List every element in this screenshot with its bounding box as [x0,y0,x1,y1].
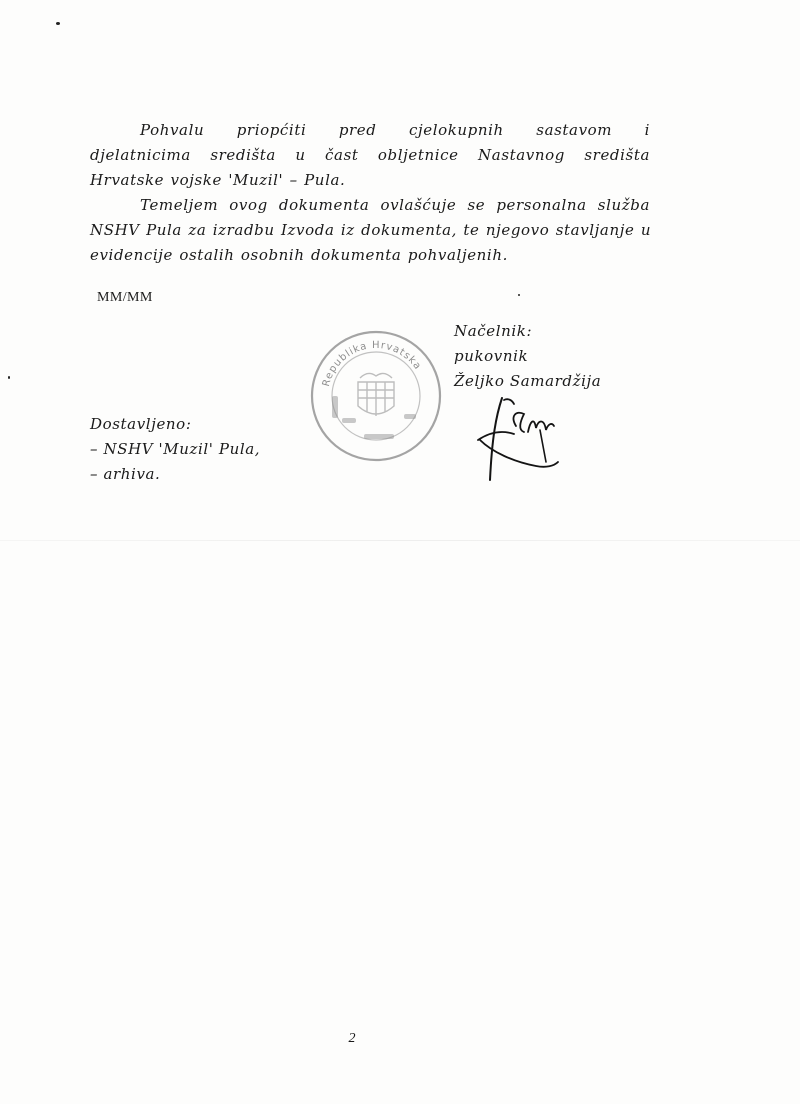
paragraph-authorization [90,193,650,268]
paragraph2-line-1: Temeljem ovog dokumenta ovlašćuje se personalna služba [140,196,650,214]
scan-speck [518,294,520,296]
paragraph2-line-2: NSHV Pula za izradbu Izvoda iz dokumenta, te njegovo stavljanje u [90,221,652,239]
page-number [0,1031,800,1047]
scan-speck [8,376,10,379]
reference-code: MM/MM [97,290,153,305]
signatory-block [454,319,601,394]
delivery-heading: Dostavljeno: [90,415,192,433]
paragraph2-line-3: evidencije ostalih osobnih dokumenta pohvaljenih. [90,246,508,264]
delivery-list [90,412,260,487]
scan-fold-line [0,540,800,541]
delivery-item-nshv: – NSHV 'Muzil' Pula, [90,440,261,458]
paragraph-commendation [90,118,650,193]
signatory-title: Načelnik: [454,322,533,340]
scan-speck [56,22,60,25]
stamp-text: Republika Hrvatska [320,339,424,388]
paragraph1-line-2: djelatnicima središta u čast obljetnice Nastavnog središta [90,146,650,164]
paragraph1-line-1: Pohvalu priopćiti pred cjelokupnih sastavom i [140,121,650,139]
delivery-item-archive: – arhiva. [90,465,161,483]
paragraph1-line-3: Hrvatske vojske 'Muzil' – Pula. [90,171,346,189]
signatory-rank: pukovnik [454,347,529,365]
signatory-name: Željko Samardžija [454,372,602,390]
official-seal-stamp [306,326,446,466]
handwritten-signature [474,392,564,484]
page-number-value: 2 [348,1031,356,1046]
